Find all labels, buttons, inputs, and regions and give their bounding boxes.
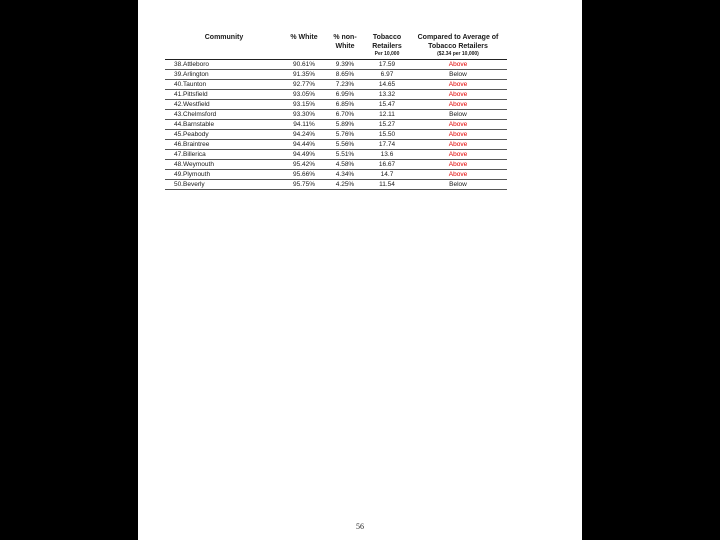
header-retailers: [365, 33, 409, 60]
row-pct-non-white: 5.51%: [325, 150, 365, 160]
row-rank: 45.: [165, 130, 183, 140]
row-compared: Below: [409, 110, 507, 120]
row-community: Billerica: [183, 150, 283, 160]
row-retailers: 13.32: [365, 90, 409, 100]
row-community: Weymouth: [183, 160, 283, 170]
table-row: [165, 180, 507, 190]
row-community: Plymouth: [183, 170, 283, 180]
table-row: [165, 120, 507, 130]
row-community: Arlington: [183, 70, 283, 80]
table-row: [165, 100, 507, 110]
row-rank: 43.: [165, 110, 183, 120]
header-compared-label: Compared to Average of Tobacco Retailers: [417, 34, 499, 50]
row-retailers: 14.65: [365, 80, 409, 90]
table-row: [165, 140, 507, 150]
row-rank: 49.: [165, 170, 183, 180]
row-pct-non-white: 6.70%: [325, 110, 365, 120]
row-pct-non-white: 5.76%: [325, 130, 365, 140]
table-row: [165, 170, 507, 180]
row-pct-white: 95.42%: [283, 160, 325, 170]
row-compared: Above: [409, 120, 507, 130]
row-compared: Below: [409, 70, 507, 80]
table-body: [165, 60, 507, 190]
row-compared: Above: [409, 100, 507, 110]
row-compared: Above: [409, 170, 507, 180]
row-retailers: 17.59: [365, 60, 409, 70]
row-pct-white: 95.66%: [283, 170, 325, 180]
header-compared: [409, 33, 507, 60]
header-pct-non-white: % non-White: [325, 33, 365, 60]
row-rank: 40.: [165, 80, 183, 90]
row-rank: 42.: [165, 100, 183, 110]
row-rank: 38.: [165, 60, 183, 70]
row-pct-white: 93.30%: [283, 110, 325, 120]
row-pct-non-white: 8.65%: [325, 70, 365, 80]
table-row: [165, 90, 507, 100]
table-row: [165, 160, 507, 170]
row-compared: Below: [409, 180, 507, 190]
header-compared-sub: ($2.34 per 10,000): [437, 51, 479, 57]
row-retailers: 11.54: [365, 180, 409, 190]
page-number: 56: [356, 522, 364, 531]
row-rank: 41.: [165, 90, 183, 100]
row-pct-non-white: 4.34%: [325, 170, 365, 180]
row-community: Westfield: [183, 100, 283, 110]
row-pct-white: 95.75%: [283, 180, 325, 190]
row-pct-non-white: 4.58%: [325, 160, 365, 170]
row-retailers: 12.11: [365, 110, 409, 120]
row-rank: 48.: [165, 160, 183, 170]
row-community: Chelmsford: [183, 110, 283, 120]
document-page: [138, 0, 582, 540]
row-compared: Above: [409, 130, 507, 140]
row-retailers: 6.97: [365, 70, 409, 80]
row-retailers: 15.47: [365, 100, 409, 110]
row-community: Peabody: [183, 130, 283, 140]
row-pct-non-white: 5.56%: [325, 140, 365, 150]
table-row: [165, 110, 507, 120]
row-pct-white: 94.24%: [283, 130, 325, 140]
row-retailers: 15.50: [365, 130, 409, 140]
table-header-row: [165, 33, 507, 60]
row-compared: Above: [409, 150, 507, 160]
row-community: Taunton: [183, 80, 283, 90]
row-retailers: 14.7: [365, 170, 409, 180]
row-rank: 46.: [165, 140, 183, 150]
row-retailers: 16.67: [365, 160, 409, 170]
table-row: [165, 80, 507, 90]
header-retailers-label: Tobacco Retailers: [372, 34, 402, 50]
row-compared: Above: [409, 90, 507, 100]
row-retailers: 15.27: [365, 120, 409, 130]
row-rank: 47.: [165, 150, 183, 160]
row-pct-non-white: 4.25%: [325, 180, 365, 190]
row-pct-white: 93.05%: [283, 90, 325, 100]
row-community: Pittsfield: [183, 90, 283, 100]
row-pct-white: 93.15%: [283, 100, 325, 110]
table-row: [165, 130, 507, 140]
row-pct-white: 91.35%: [283, 70, 325, 80]
row-community: Barnstable: [183, 120, 283, 130]
row-pct-white: 94.49%: [283, 150, 325, 160]
row-pct-white: 92.77%: [283, 80, 325, 90]
row-pct-white: 90.61%: [283, 60, 325, 70]
table-row: [165, 60, 507, 70]
row-pct-non-white: 6.95%: [325, 90, 365, 100]
row-pct-non-white: 7.23%: [325, 80, 365, 90]
row-community: Beverly: [183, 180, 283, 190]
row-compared: Above: [409, 140, 507, 150]
row-rank: 44.: [165, 120, 183, 130]
row-pct-white: 94.44%: [283, 140, 325, 150]
row-compared: Above: [409, 160, 507, 170]
row-community: Braintree: [183, 140, 283, 150]
row-retailers: 17.74: [365, 140, 409, 150]
row-compared: Above: [409, 60, 507, 70]
row-pct-white: 94.11%: [283, 120, 325, 130]
row-pct-non-white: 9.39%: [325, 60, 365, 70]
row-community: Attleboro: [183, 60, 283, 70]
tobacco-retailers-table: [165, 33, 507, 190]
row-compared: Above: [409, 80, 507, 90]
header-pct-white: % White: [283, 33, 325, 60]
row-rank: 50.: [165, 180, 183, 190]
row-retailers: 13.6: [365, 150, 409, 160]
header-community: Community: [165, 33, 283, 60]
table-row: [165, 70, 507, 80]
header-retailers-sub: Per 10,000: [374, 51, 400, 57]
table-row: [165, 150, 507, 160]
row-pct-non-white: 5.89%: [325, 120, 365, 130]
row-pct-non-white: 6.85%: [325, 100, 365, 110]
row-rank: 39.: [165, 70, 183, 80]
